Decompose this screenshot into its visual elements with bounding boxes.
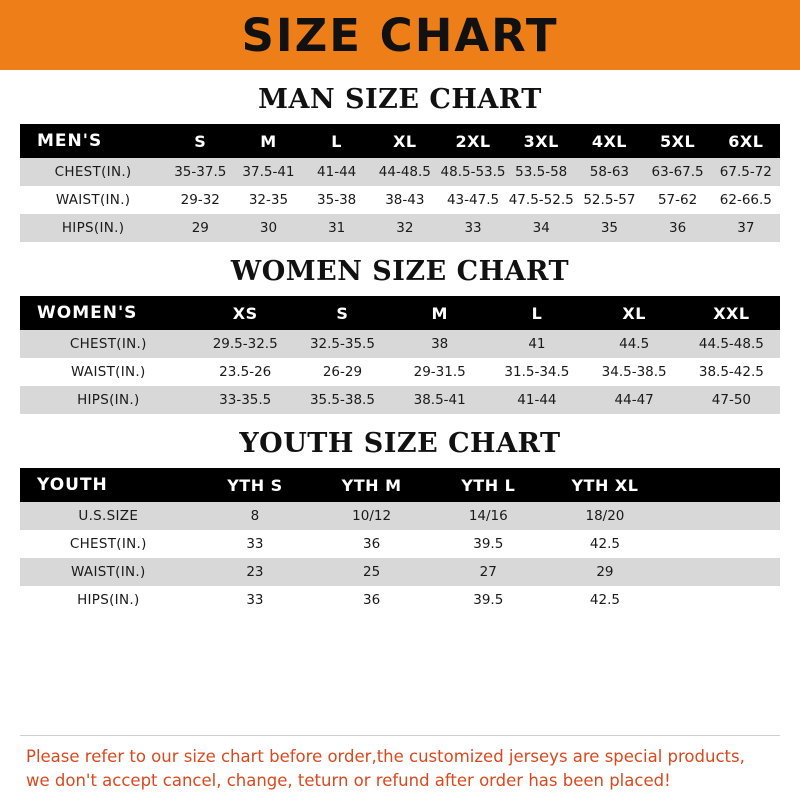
header-band — [0, 0, 800, 70]
women-row2-c6: 47-50 — [683, 386, 780, 414]
women-row1-label: WAIST(IN.) — [20, 358, 197, 386]
youth-row1-c1: 33 — [197, 530, 314, 558]
man-table-header — [20, 124, 780, 158]
section-youth — [20, 428, 780, 614]
youth-table-body — [20, 502, 780, 614]
man-row1-c5: 43-47.5 — [439, 186, 507, 214]
youth-row2-label: WAIST(IN.) — [20, 558, 197, 586]
section-title-women: WOMEN SIZE CHART — [230, 256, 570, 287]
man-row0-c4: 44-48.5 — [371, 158, 439, 186]
man-header-m: M — [234, 124, 302, 158]
youth-row1-label: CHEST(IN.) — [20, 530, 197, 558]
youth-row3-c5 — [663, 586, 780, 614]
man-row2-c3: 31 — [303, 214, 371, 242]
man-row1-c4: 38-43 — [371, 186, 439, 214]
youth-row3-c2: 36 — [313, 586, 430, 614]
man-row1-c3: 35-38 — [303, 186, 371, 214]
women-row2-label: HIPS(IN.) — [20, 386, 197, 414]
table-row — [20, 502, 780, 530]
man-row1-c7: 52.5-57 — [575, 186, 643, 214]
women-header-label: WOMEN'S — [20, 296, 197, 330]
man-header-xl: XL — [371, 124, 439, 158]
man-size-table — [20, 124, 780, 242]
man-row0-c7: 58-63 — [575, 158, 643, 186]
man-header-4xl: 4XL — [575, 124, 643, 158]
youth-header-ythm: YTH M — [313, 468, 430, 502]
section-title-man: MAN SIZE CHART — [258, 84, 542, 115]
man-row2-c7: 35 — [575, 214, 643, 242]
women-row0-c6: 44.5-48.5 — [683, 330, 780, 358]
youth-row0-c1: 8 — [197, 502, 314, 530]
man-row2-c4: 32 — [371, 214, 439, 242]
youth-row2-c1: 23 — [197, 558, 314, 586]
man-row0-label: CHEST(IN.) — [20, 158, 166, 186]
man-row0-c3: 41-44 — [303, 158, 371, 186]
youth-row0-label: U.S.SIZE — [20, 502, 197, 530]
youth-row1-c5 — [663, 530, 780, 558]
section-title-youth: YOUTH SIZE CHART — [239, 428, 561, 459]
man-row2-c8: 36 — [644, 214, 712, 242]
women-table-header — [20, 296, 780, 330]
table-row — [20, 214, 780, 242]
man-table-body — [20, 158, 780, 242]
man-row2-c5: 33 — [439, 214, 507, 242]
youth-header-ythl: YTH L — [430, 468, 547, 502]
youth-header-empty — [663, 468, 780, 502]
youth-row2-c3: 27 — [430, 558, 547, 586]
man-header-6xl: 6XL — [712, 124, 780, 158]
women-row1-c2: 26-29 — [294, 358, 391, 386]
man-row2-label: HIPS(IN.) — [20, 214, 166, 242]
youth-size-table — [20, 468, 780, 614]
youth-row0-c4: 18/20 — [547, 502, 664, 530]
women-header-xl: XL — [586, 296, 683, 330]
man-row1-c9: 62-66.5 — [712, 186, 780, 214]
youth-row0-c5 — [663, 502, 780, 530]
youth-header-yths: YTH S — [197, 468, 314, 502]
man-row2-c2: 30 — [234, 214, 302, 242]
women-row2-c2: 35.5-38.5 — [294, 386, 391, 414]
table-row — [20, 330, 780, 358]
women-header-l: L — [488, 296, 585, 330]
table-header-row — [20, 124, 780, 158]
man-row0-c8: 63-67.5 — [644, 158, 712, 186]
women-size-table — [20, 296, 780, 414]
women-header-s: S — [294, 296, 391, 330]
man-row1-c6: 47.5-52.5 — [507, 186, 575, 214]
women-row0-label: CHEST(IN.) — [20, 330, 197, 358]
man-header-3xl: 3XL — [507, 124, 575, 158]
man-header-5xl: 5XL — [644, 124, 712, 158]
youth-row2-c2: 25 — [313, 558, 430, 586]
youth-row0-c2: 10/12 — [313, 502, 430, 530]
man-row0-c2: 37.5-41 — [234, 158, 302, 186]
table-row — [20, 358, 780, 386]
youth-row3-c4: 42.5 — [547, 586, 664, 614]
women-row0-c2: 32.5-35.5 — [294, 330, 391, 358]
youth-row3-c3: 39.5 — [430, 586, 547, 614]
table-row — [20, 586, 780, 614]
table-row — [20, 530, 780, 558]
page-title: SIZE CHART — [241, 8, 559, 62]
table-row — [20, 386, 780, 414]
footer-note — [20, 735, 780, 800]
footer-note-line2: we don't accept cancel, change, teturn or refund after order has been placed! — [26, 770, 671, 790]
man-header-label: MEN'S — [20, 124, 166, 158]
footer-note-line1: Please refer to our size chart before order,the customized jerseys are special products, — [26, 747, 745, 767]
man-row2-c1: 29 — [166, 214, 234, 242]
youth-row3-c1: 33 — [197, 586, 314, 614]
women-row1-c5: 34.5-38.5 — [586, 358, 683, 386]
man-row1-label: WAIST(IN.) — [20, 186, 166, 214]
man-row2-c6: 34 — [507, 214, 575, 242]
man-row0-c5: 48.5-53.5 — [439, 158, 507, 186]
chart-content — [0, 70, 800, 800]
man-header-s: S — [166, 124, 234, 158]
man-row1-c2: 32-35 — [234, 186, 302, 214]
youth-row2-c5 — [663, 558, 780, 586]
youth-header-ythxl: YTH XL — [547, 468, 664, 502]
youth-row1-c2: 36 — [313, 530, 430, 558]
table-row — [20, 186, 780, 214]
women-row0-c3: 38 — [391, 330, 488, 358]
women-row2-c4: 41-44 — [488, 386, 585, 414]
women-row0-c4: 41 — [488, 330, 585, 358]
table-row — [20, 558, 780, 586]
youth-header-label: YOUTH — [20, 468, 197, 502]
man-row0-c6: 53.5-58 — [507, 158, 575, 186]
man-row0-c9: 67.5-72 — [712, 158, 780, 186]
man-row0-c1: 35-37.5 — [166, 158, 234, 186]
women-row0-c1: 29.5-32.5 — [197, 330, 294, 358]
man-header-2xl: 2XL — [439, 124, 507, 158]
youth-row1-c4: 42.5 — [547, 530, 664, 558]
man-header-l: L — [303, 124, 371, 158]
man-row1-c1: 29-32 — [166, 186, 234, 214]
women-row1-c1: 23.5-26 — [197, 358, 294, 386]
youth-table-header — [20, 468, 780, 502]
man-row2-c9: 37 — [712, 214, 780, 242]
women-table-body — [20, 330, 780, 414]
youth-row0-c3: 14/16 — [430, 502, 547, 530]
youth-row3-label: HIPS(IN.) — [20, 586, 197, 614]
women-row2-c1: 33-35.5 — [197, 386, 294, 414]
women-header-xs: XS — [197, 296, 294, 330]
youth-row2-c4: 29 — [547, 558, 664, 586]
table-header-row — [20, 468, 780, 502]
youth-row1-c3: 39.5 — [430, 530, 547, 558]
table-row — [20, 158, 780, 186]
women-row0-c5: 44.5 — [586, 330, 683, 358]
women-row1-c4: 31.5-34.5 — [488, 358, 585, 386]
women-row1-c6: 38.5-42.5 — [683, 358, 780, 386]
women-row1-c3: 29-31.5 — [391, 358, 488, 386]
women-row2-c5: 44-47 — [586, 386, 683, 414]
women-header-xxl: XXL — [683, 296, 780, 330]
man-row1-c8: 57-62 — [644, 186, 712, 214]
women-row2-c3: 38.5-41 — [391, 386, 488, 414]
table-header-row — [20, 296, 780, 330]
section-women — [20, 256, 780, 414]
section-man — [20, 84, 780, 242]
women-header-m: M — [391, 296, 488, 330]
